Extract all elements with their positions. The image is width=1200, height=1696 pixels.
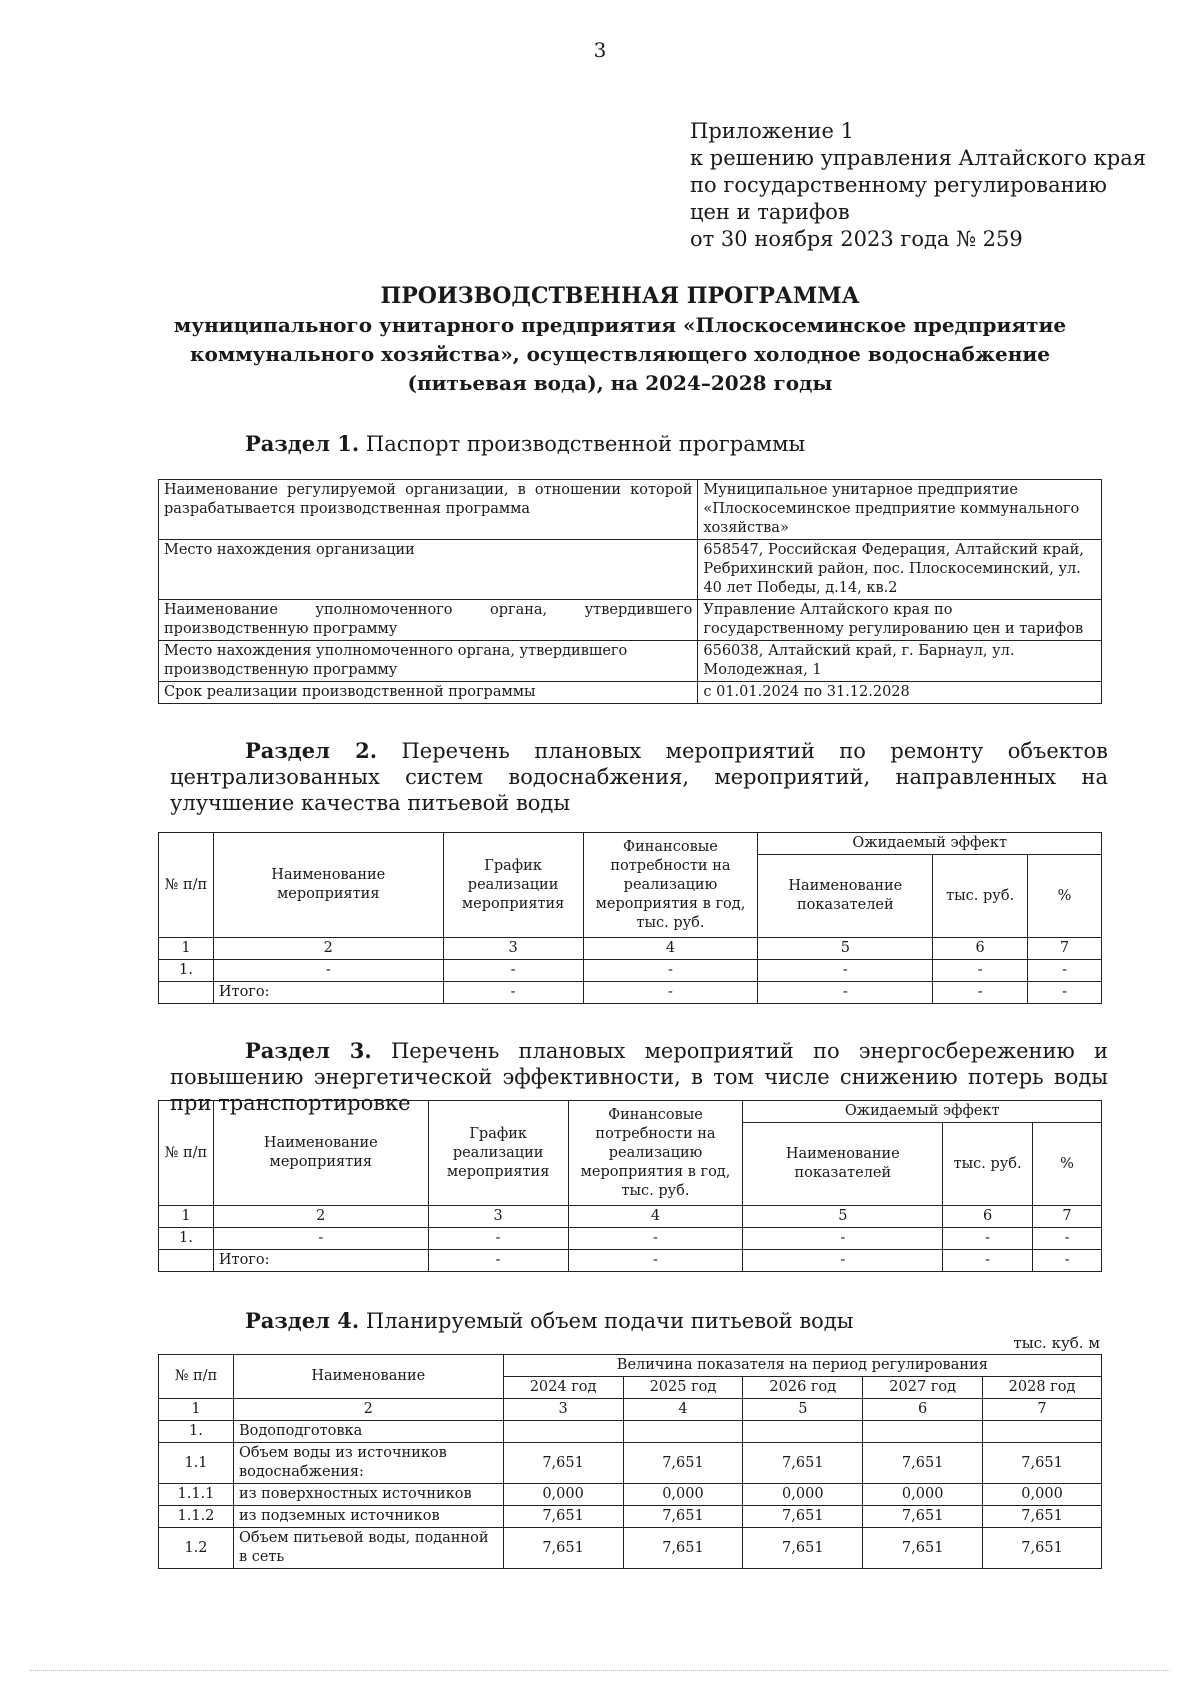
- header-num: № п/п: [159, 833, 214, 938]
- header-num: № п/п: [159, 1101, 214, 1206]
- section3-table: [158, 1100, 1102, 1272]
- header-indicator: Наименование показателей: [743, 1123, 943, 1206]
- table-header-row: [159, 1101, 1102, 1123]
- col-number: 7: [1028, 938, 1102, 960]
- table-row: [159, 1421, 1102, 1443]
- row-name: из поверхностных источников: [233, 1484, 503, 1506]
- title-main: ПРОИЗВОДСТВЕННАЯ ПРОГРАММА: [380, 283, 860, 309]
- col-number: 5: [743, 1206, 943, 1228]
- table-cell: 0,000: [503, 1484, 623, 1506]
- row-name: из подземных источников: [233, 1506, 503, 1528]
- total-label: Итого:: [213, 1250, 428, 1272]
- col-number: 2: [213, 1206, 428, 1228]
- col-number: 7: [1033, 1206, 1102, 1228]
- table-cell: -: [1028, 982, 1102, 1004]
- total-label: Итого:: [213, 982, 443, 1004]
- table-row: [159, 1506, 1102, 1528]
- col-number: 2: [213, 938, 443, 960]
- section4-text: Планируемый объем подачи питьевой воды: [365, 1309, 854, 1333]
- table-cell: -: [583, 960, 758, 982]
- table-cell: 7,651: [863, 1443, 983, 1484]
- units-label: тыс. куб. м: [1013, 1334, 1100, 1352]
- col-number: 3: [503, 1399, 623, 1421]
- header-year: 2027 год: [863, 1377, 983, 1399]
- passport-value-cell: Управление Алтайского края по государственному регулированию цен и тарифов: [698, 600, 1102, 641]
- table-cell: -: [428, 1250, 568, 1272]
- header-rub: тыс. руб.: [943, 1123, 1033, 1206]
- header-effect: Ожидаемый эффект: [758, 833, 1102, 855]
- page-number: 3: [593, 38, 607, 62]
- header-finance: Финансовые потребности на реализацию мероприятия в год, тыс. руб.: [583, 833, 758, 938]
- passport-name-cell: Наименование регулируемой организации, в отношении которой разрабатывается производственная программа: [159, 480, 698, 540]
- col-number: 4: [623, 1399, 743, 1421]
- header-year: 2024 год: [503, 1377, 623, 1399]
- passport-value-cell: с 01.01.2024 по 31.12.2028: [698, 682, 1102, 704]
- header-name: Наименование мероприятия: [213, 833, 443, 938]
- section2-label: Раздел 2.: [245, 738, 377, 763]
- header-year: 2026 год: [743, 1377, 863, 1399]
- table-cell: 7,651: [863, 1506, 983, 1528]
- table-cell: 7,651: [503, 1443, 623, 1484]
- table-row: [159, 1484, 1102, 1506]
- header-rub: тыс. руб.: [933, 855, 1028, 938]
- table-cell: -: [583, 982, 758, 1004]
- col-number: 5: [743, 1399, 863, 1421]
- table-row: [159, 641, 1102, 682]
- passport-value-cell: 658547, Российская Федерация, Алтайский край, Ребрихинский район, пос. Плоскосеминский, ул. 40 лет Победы, д.14, кв.2: [698, 540, 1102, 600]
- title-line: (питьевая вода), на 2024–2028 годы: [407, 371, 833, 395]
- table-cell: 1.: [159, 1228, 214, 1250]
- section1-heading: [245, 431, 805, 457]
- table-cell: -: [213, 1228, 428, 1250]
- passport-name-cell: Место нахождения организации: [159, 540, 698, 600]
- header-name: Наименование мероприятия: [213, 1101, 428, 1206]
- table-row: [159, 1206, 1102, 1228]
- table-cell: -: [213, 960, 443, 982]
- table-cell: [623, 1421, 743, 1443]
- table-total-row: [159, 982, 1102, 1004]
- col-number: 3: [443, 938, 583, 960]
- appendix-line: Приложение 1: [690, 119, 854, 143]
- table-row: [159, 682, 1102, 704]
- table-header-row: [159, 1355, 1102, 1377]
- table-cell: 7,651: [983, 1528, 1102, 1569]
- col-number: 3: [428, 1206, 568, 1228]
- col-number: 2: [233, 1399, 503, 1421]
- table-cell: 0,000: [983, 1484, 1102, 1506]
- table-cell: 7,651: [743, 1443, 863, 1484]
- row-name: Объем питьевой воды, поданной в сеть: [233, 1528, 503, 1569]
- table-cell: 7,651: [983, 1443, 1102, 1484]
- header-effect: Ожидаемый эффект: [743, 1101, 1102, 1123]
- col-number: 4: [583, 938, 758, 960]
- table-row: [159, 1228, 1102, 1250]
- header-schedule: График реализации мероприятия: [443, 833, 583, 938]
- table-cell: -: [758, 960, 933, 982]
- table-cell: 7,651: [623, 1528, 743, 1569]
- col-number: 4: [568, 1206, 743, 1228]
- table-cell: 1.: [159, 960, 214, 982]
- header-finance: Финансовые потребности на реализацию мероприятия в год, тыс. руб.: [568, 1101, 743, 1206]
- table-cell: [159, 1250, 214, 1272]
- passport-name-cell: Место нахождения уполномоченного органа, утвердившего производственную программу: [159, 641, 698, 682]
- scan-edge-line: [30, 1670, 1170, 1671]
- header-pct: %: [1028, 855, 1102, 938]
- section4-table: [158, 1354, 1102, 1569]
- table-cell: 7,651: [623, 1506, 743, 1528]
- document-title: [160, 282, 1080, 398]
- table-cell: -: [568, 1228, 743, 1250]
- row-num: 1.1.1: [159, 1484, 234, 1506]
- table-row: [159, 600, 1102, 641]
- table-row: [159, 1399, 1102, 1421]
- appendix-block: [690, 118, 1146, 253]
- table-row: [159, 540, 1102, 600]
- appendix-line: от 30 ноября 2023 года № 259: [690, 227, 1023, 251]
- table-cell: -: [568, 1250, 743, 1272]
- section1-label: Раздел 1.: [245, 431, 360, 456]
- passport-table: [158, 479, 1102, 704]
- table-cell: -: [933, 982, 1028, 1004]
- appendix-line: к решению управления Алтайского края: [690, 146, 1146, 170]
- row-num: 1.1: [159, 1443, 234, 1484]
- section2-table: [158, 832, 1102, 1004]
- row-name: Водоподготовка: [233, 1421, 503, 1443]
- row-name: Объем воды из источников водоснабжения:: [233, 1443, 503, 1484]
- table-cell: 7,651: [743, 1528, 863, 1569]
- table-cell: 7,651: [503, 1528, 623, 1569]
- section2-heading: [170, 738, 1108, 816]
- table-cell: 7,651: [623, 1443, 743, 1484]
- col-number: 5: [758, 938, 933, 960]
- col-number: 6: [933, 938, 1028, 960]
- table-cell: [863, 1421, 983, 1443]
- section1-text: Паспорт производственной программы: [365, 432, 806, 456]
- section4-heading: [245, 1308, 853, 1334]
- table-row: [159, 938, 1102, 960]
- title-line: муниципального унитарного предприятия «Плоскосеминское предприятие: [173, 313, 1067, 337]
- table-cell: -: [428, 1228, 568, 1250]
- row-num: 1.: [159, 1421, 234, 1443]
- table-cell: -: [443, 982, 583, 1004]
- col-number: 1: [159, 1206, 214, 1228]
- table-cell: 7,651: [983, 1506, 1102, 1528]
- table-cell: [743, 1421, 863, 1443]
- table-cell: 0,000: [743, 1484, 863, 1506]
- header-period: Величина показателя на период регулирования: [503, 1355, 1101, 1377]
- row-num: 1.1.2: [159, 1506, 234, 1528]
- appendix-line: цен и тарифов: [690, 200, 850, 224]
- header-num: № п/п: [159, 1355, 234, 1399]
- table-cell: -: [743, 1250, 943, 1272]
- table-cell: -: [443, 960, 583, 982]
- table-cell: -: [758, 982, 933, 1004]
- section3-text: Перечень плановых мероприятий по энергосбережению и повышению энергетической эффективности, в том числе снижению потерь воды при транспортировке: [170, 1039, 1108, 1115]
- passport-name-cell: Срок реализации производственной программы: [159, 682, 698, 704]
- passport-value-cell: 656038, Алтайский край, г. Барнаул, ул. Молодежная, 1: [698, 641, 1102, 682]
- table-cell: 7,651: [503, 1506, 623, 1528]
- table-cell: -: [1033, 1250, 1102, 1272]
- table-cell: [159, 982, 214, 1004]
- header-pct: %: [1033, 1123, 1102, 1206]
- table-row: [159, 1443, 1102, 1484]
- header-year: 2025 год: [623, 1377, 743, 1399]
- row-num: 1.2: [159, 1528, 234, 1569]
- col-number: 7: [983, 1399, 1102, 1421]
- title-line: коммунального хозяйства», осуществляющего холодное водоснабжение: [190, 342, 1050, 366]
- passport-value-cell: Муниципальное унитарное предприятие «Плоскосеминское предприятие коммунального хозяйства»: [698, 480, 1102, 540]
- table-cell: -: [743, 1228, 943, 1250]
- table-cell: 7,651: [743, 1506, 863, 1528]
- table-cell: 7,651: [863, 1528, 983, 1569]
- section2-text: Перечень плановых мероприятий по ремонту объектов централизованных систем водоснабжения, мероприятий, направленных на улучшение качества питьевой воды: [170, 739, 1108, 815]
- table-cell: -: [933, 960, 1028, 982]
- section3-label: Раздел 3.: [245, 1038, 372, 1063]
- col-number: 6: [943, 1206, 1033, 1228]
- col-number: 6: [863, 1399, 983, 1421]
- table-row: [159, 960, 1102, 982]
- table-cell: [503, 1421, 623, 1443]
- header-year: 2028 год: [983, 1377, 1102, 1399]
- passport-name-cell: Наименование уполномоченного органа, утвердившего производственную программу: [159, 600, 698, 641]
- table-cell: [983, 1421, 1102, 1443]
- table-cell: -: [1033, 1228, 1102, 1250]
- table-cell: -: [1028, 960, 1102, 982]
- table-cell: -: [943, 1228, 1033, 1250]
- table-cell: 0,000: [623, 1484, 743, 1506]
- table-total-row: [159, 1250, 1102, 1272]
- table-cell: -: [943, 1250, 1033, 1272]
- table-row: [159, 480, 1102, 540]
- table-header-row: [159, 833, 1102, 855]
- table-row: [159, 1528, 1102, 1569]
- header-indicator: Наименование показателей: [758, 855, 933, 938]
- col-number: 1: [159, 1399, 234, 1421]
- table-cell: 0,000: [863, 1484, 983, 1506]
- header-name: Наименование: [233, 1355, 503, 1399]
- col-number: 1: [159, 938, 214, 960]
- appendix-line: по государственному регулированию: [690, 173, 1107, 197]
- header-schedule: График реализации мероприятия: [428, 1101, 568, 1206]
- section4-label: Раздел 4.: [245, 1308, 360, 1333]
